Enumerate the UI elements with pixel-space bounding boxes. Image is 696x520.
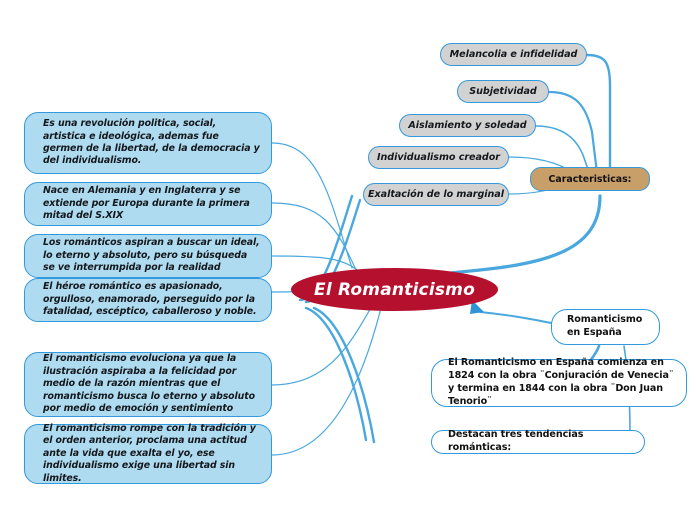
edge-left-bundle-d (314, 308, 374, 442)
characteristic-node-2-label: Subjetividad (469, 86, 537, 97)
characteristic-node-5[interactable] (363, 183, 509, 206)
edge-characteristics-to-center (404, 196, 600, 278)
characteristic-node-5-label: Exaltación de lo marginal (368, 189, 504, 200)
characteristic-node-1[interactable] (440, 43, 587, 66)
spain-node-1-label: El Romanticismo en España comienza en 1824 con la obra ¨Conjuración de Venecia¨ y termina en 1844 con la obra ¨Don Juan Tenorio¨ (448, 357, 674, 407)
central-node-label: El Romanticismo (314, 279, 475, 300)
edge-left-6 (272, 304, 382, 455)
left-node-4[interactable] (24, 278, 272, 322)
characteristic-node-2[interactable] (457, 80, 549, 103)
central-node[interactable] (291, 268, 498, 311)
spain-node-2[interactable] (431, 430, 645, 454)
characteristic-node-4[interactable] (368, 146, 509, 169)
left-node-3[interactable] (24, 234, 272, 278)
spain-hub[interactable] (551, 309, 660, 345)
left-node-6-label: El romanticismo rompe con la tradición y el orden anterior, proclama una actitud ante la vida que exalta el yo, ese individualismo exige una libertad sin limites. (43, 422, 256, 484)
spain-hub-line-2: en España (567, 327, 622, 338)
left-node-6[interactable] (24, 424, 272, 484)
spain-hub-line-1: Romanticismo (567, 314, 643, 326)
left-node-3-label: Los románticos aspiran a buscar un ideal, lo eterno y absoluto, pero su búsqueda se ve interrumpida por la realidad (43, 237, 260, 274)
edge-char-2 (549, 92, 597, 173)
edge-char-1 (587, 55, 610, 172)
characteristics-hub[interactable] (530, 167, 650, 191)
characteristic-node-3[interactable] (399, 114, 536, 137)
spain-node-2-label: Destacan tres tendencias románticas: (448, 429, 584, 453)
left-node-2[interactable] (24, 182, 272, 226)
edge-left-2 (272, 203, 356, 270)
edge-left-5 (272, 306, 372, 385)
left-node-2-label: Nace en Alemania y en Inglaterra y se extiende por Europa durante la primera mitad del S.XIX (43, 185, 250, 222)
spain-node-1[interactable] (431, 359, 687, 407)
left-node-1-label: Es una revolución politica, social, artistica e ideológica, ademas fue germen de la libertad, de la democracia y del individualismo. (43, 118, 260, 167)
edge-left-1 (272, 143, 352, 268)
characteristic-node-4-label: Individualismo creador (377, 152, 500, 163)
characteristic-node-1-label: Melancolia e infidelidad (449, 49, 578, 60)
left-node-5[interactable] (24, 352, 272, 417)
characteristics-hub-label: Caracteristicas: (548, 173, 632, 185)
edge-left-bundle-c (306, 308, 366, 440)
characteristic-node-3-label: Aislamiento y soledad (408, 120, 527, 131)
spain-hub-label (567, 314, 642, 340)
left-node-1[interactable] (24, 112, 272, 174)
left-node-4-label: El héroe romántico es apasionado, orgulloso, enamorado, perseguido por la fatalidad, escéptico, caballeroso y noble. (43, 281, 257, 318)
left-node-5-label: El romanticismo evoluciona ya que la ilustración aspiraba a la felicidad por medio de la razón mientras que el romanticismo busca lo eterno y absoluto por medio de emoción y sentimiento (43, 353, 255, 415)
